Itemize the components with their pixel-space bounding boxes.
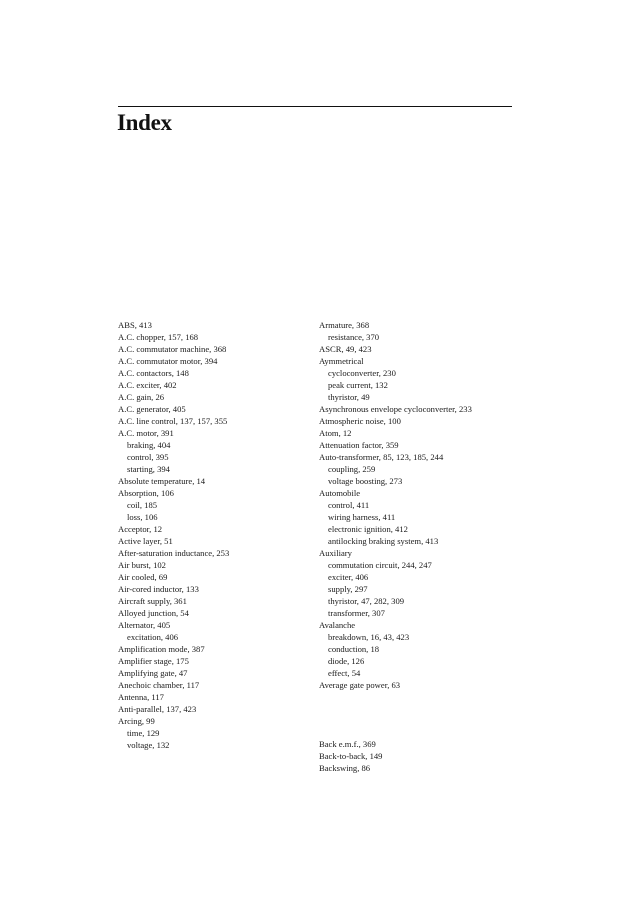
index-subentry: thyristor, 47, 282, 309: [328, 596, 405, 606]
index-entry: Alternator, 405: [118, 620, 171, 630]
index-entry: A.C. commutator machine, 368: [118, 344, 227, 354]
index-entry: A.C. gain, 26: [118, 392, 165, 402]
index-entry: Auxiliary: [319, 548, 352, 558]
index-entry: A.C. chopper, 157, 168: [118, 332, 199, 342]
index-entry: Active layer, 51: [118, 536, 173, 546]
index-subentry: supply, 297: [328, 584, 368, 594]
index-subentry: voltage, 132: [127, 740, 170, 750]
index-entry: A.C. motor, 391: [118, 428, 174, 438]
index-subentry: conduction, 18: [328, 644, 380, 654]
index-entry: After-saturation inductance, 253: [118, 548, 230, 558]
index-subentry: braking, 404: [127, 440, 171, 450]
index-entry: Antenna, 117: [118, 692, 164, 702]
index-entry: Absorption, 106: [118, 488, 174, 498]
heading-rule: [118, 106, 512, 107]
index-entry: ABS, 413: [118, 320, 152, 330]
index-subentry: coupling, 259: [328, 464, 376, 474]
index-subentry: electronic ignition, 412: [328, 524, 408, 534]
index-entry: Air cooled, 69: [118, 572, 168, 582]
index-subentry: thyristor, 49: [328, 392, 370, 402]
index-entry: Avalanche: [319, 620, 356, 630]
index-entry: Atmospheric noise, 100: [319, 416, 401, 426]
index-entry: A.C. exciter, 402: [118, 380, 177, 390]
index-entry: Auto-transformer, 85, 123, 185, 244: [319, 452, 444, 462]
index-entry: Absolute temperature, 14: [118, 476, 206, 486]
index-entry: Amplifier stage, 175: [118, 656, 189, 666]
index-subentry: voltage boosting, 273: [328, 476, 403, 486]
index-subentry: transformer, 307: [328, 608, 385, 618]
index-entry: A.C. contactors, 148: [118, 368, 189, 378]
section-gap: [319, 691, 534, 738]
index-subentry: excitation, 406: [127, 632, 179, 642]
index-subentry: antilocking braking system, 413: [328, 536, 439, 546]
index-entry: Armature, 368: [319, 320, 370, 330]
index-column-right: [319, 319, 534, 774]
index-entry: Air-cored inductor, 133: [118, 584, 199, 594]
index-entry: A.C. line control, 137, 157, 355: [118, 416, 228, 426]
index-entry: Atom, 12: [319, 428, 352, 438]
index-subentry: breakdown, 16, 43, 423: [328, 632, 410, 642]
index-subentry: cycloconverter, 230: [328, 368, 396, 378]
index-subentry: control, 411: [328, 500, 370, 510]
index-entry: Automobile: [319, 488, 361, 498]
index-entry: Attenuation factor, 359: [319, 440, 399, 450]
index-subentry: time, 129: [127, 728, 160, 738]
index-subentry: control, 395: [127, 452, 169, 462]
index-entry: Aymmetrical: [319, 356, 364, 366]
index-entry: Anti-parallel, 137, 423: [118, 704, 197, 714]
index-entry: Asynchronous envelope cycloconverter, 233: [319, 404, 472, 414]
index-subentry: commutation circuit, 244, 247: [328, 560, 432, 570]
index-subentry: peak current, 132: [328, 380, 388, 390]
index-subentry: starting, 394: [127, 464, 170, 474]
index-entry: Aircraft supply, 361: [118, 596, 187, 606]
index-subentry: diode, 126: [328, 656, 365, 666]
index-subentry: coil, 185: [127, 500, 158, 510]
index-subentry: loss, 106: [127, 512, 158, 522]
index-entry: Amplifying gate, 47: [118, 668, 188, 678]
index-subentry: effect, 54: [328, 668, 361, 678]
index-entry: Alloyed junction, 54: [118, 608, 189, 618]
index-subentry: resistance, 370: [328, 332, 380, 342]
index-entry: Arcing, 99: [118, 716, 155, 726]
index-entry: Backswing, 86: [319, 763, 371, 773]
index-entry: Air burst, 102: [118, 560, 166, 570]
index-column-left: [118, 319, 318, 751]
index-subentry: wiring harness, 411: [328, 512, 396, 522]
index-entry: A.C. commutator motor, 394: [118, 356, 218, 366]
index-entry: Amplification mode, 387: [118, 644, 205, 654]
index-entry: A.C. generator, 405: [118, 404, 186, 414]
index-entry: Back e.m.f., 369: [319, 739, 376, 749]
index-entry: Acceptor, 12: [118, 524, 163, 534]
index-entry: ASCR, 49, 423: [319, 344, 372, 354]
index-subentry: exciter, 406: [328, 572, 369, 582]
index-entry: Back-to-back, 149: [319, 751, 383, 761]
page-title: Index: [117, 110, 172, 135]
index-entry: Anechoic chamber, 117: [118, 680, 200, 690]
index-entry: Average gate power, 63: [319, 680, 401, 690]
